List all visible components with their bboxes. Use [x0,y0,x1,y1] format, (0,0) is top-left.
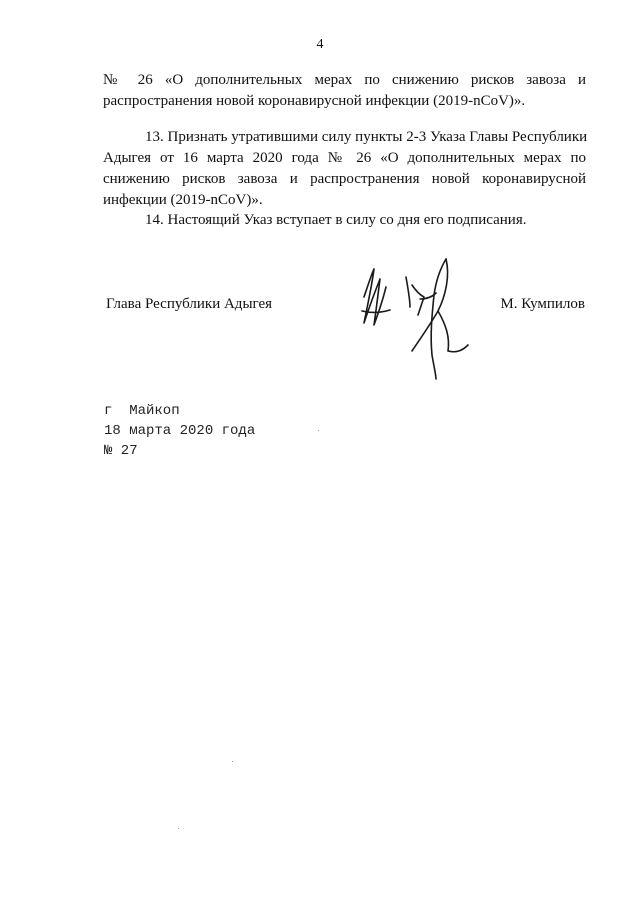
text-line: снижению рисков завоза и распространения новой коронавирусной [103,171,586,187]
paragraph-continuation [103,70,586,112]
handwritten-signature [350,255,480,385]
text-line: 14. Настоящий Указ вступает в силу со дня его подписания. [145,212,527,228]
text-line: инфекции (2019-nCoV)». [103,192,263,208]
registration-number: № 27 [104,443,138,459]
scan-speck [232,761,233,762]
signatory-name: М. Кумпилов [500,296,585,312]
text-line: Адыгея от 16 марта 2020 года № 26 «О дополнительных мерах по [103,150,586,166]
page-number: 4 [316,37,324,52]
registration-city: г Майкоп [104,403,180,419]
registration-stamp [104,401,255,461]
registration-date: 18 марта 2020 года [104,423,256,439]
paragraph-13 [103,127,586,211]
scan-speck [318,430,319,431]
text-line: 13. Признать утратившими силу пункты 2-3 Указа Главы Республики [145,129,588,145]
scan-speck [178,828,179,829]
text-line: распространения новой коронавирусной инфекции (2019-nCoV)». [103,93,526,109]
paragraph-14 [103,210,586,231]
signatory-title: Глава Республики Адыгея [106,296,273,312]
text-line: № 26 «О дополнительных мерах по снижению рисков завоза и [103,72,586,88]
